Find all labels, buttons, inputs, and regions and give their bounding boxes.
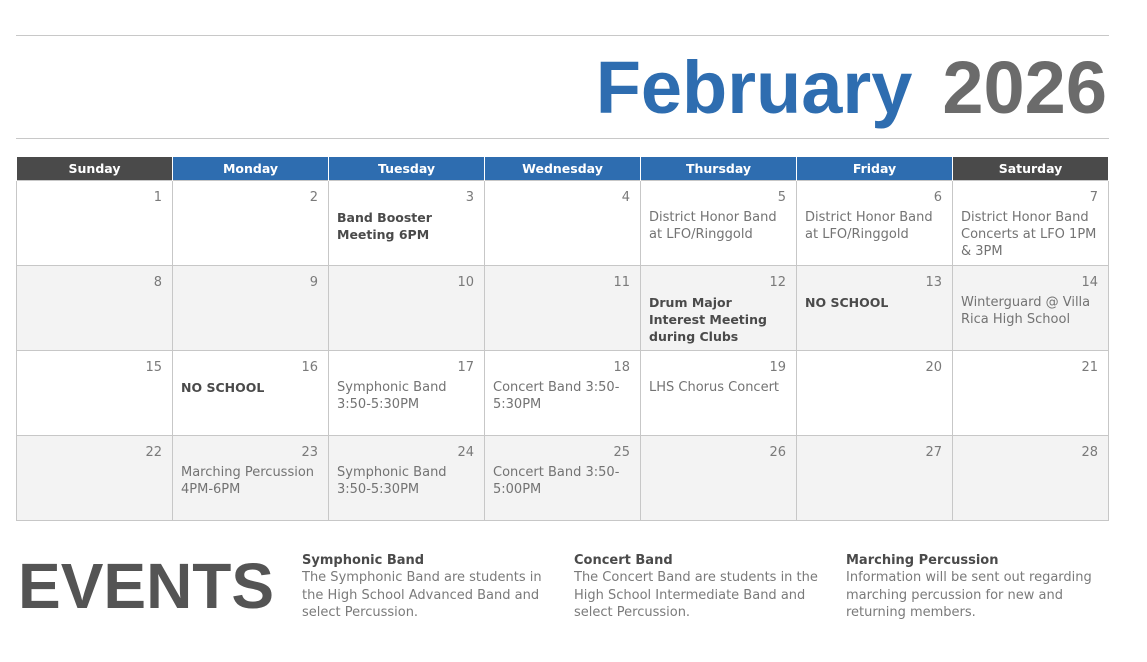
- calendar-event: NO SCHOOL: [805, 295, 889, 310]
- calendar-day-cell: [173, 351, 329, 436]
- day-number: 23: [301, 445, 318, 460]
- weekday-header-friday: Friday: [797, 157, 953, 181]
- day-number: 27: [925, 445, 942, 460]
- calendar-event: Concert Band 3:50-5:00PM: [493, 465, 620, 497]
- calendar-event: Concert Band 3:50-5:30PM: [493, 380, 620, 412]
- calendar-event: Band Booster Meeting 6PM: [337, 210, 432, 242]
- calendar-day-cell: [641, 351, 797, 436]
- calendar-day-cell: [485, 436, 641, 521]
- calendar-day-cell: [17, 181, 173, 266]
- calendar-day-cell: [953, 351, 1109, 436]
- calendar-day-cell: [641, 436, 797, 521]
- event-description: Information will be sent out regarding marching percussion for new and returning members.: [846, 570, 1092, 620]
- day-number: 1: [153, 190, 162, 205]
- calendar-week-row: [17, 351, 1109, 436]
- event-description: The Concert Band are students in the High School Intermediate Band and select Percussion.: [574, 570, 818, 620]
- event-title: Marching Percussion: [846, 553, 999, 568]
- calendar-week-row: [17, 181, 1109, 266]
- weekday-header-thursday: Thursday: [641, 157, 797, 181]
- calendar-event: Drum Major Interest Meeting during Clubs: [649, 295, 767, 344]
- calendar-day-cell: [485, 266, 641, 351]
- calendar-event: Winterguard @ Villa Rica High School: [961, 295, 1091, 327]
- calendar-event: District Honor Band at LFO/Ringgold: [805, 210, 933, 242]
- calendar-day-cell: [173, 436, 329, 521]
- weekday-header-sunday: Sunday: [17, 157, 173, 181]
- events-heading: EVENTS: [18, 550, 275, 622]
- calendar-event: Symphonic Band 3:50-5:30PM: [337, 465, 447, 497]
- event-description: The Symphonic Band are students in the High School Advanced Band and select Percussion.: [302, 570, 542, 620]
- weekday-header-wednesday: Wednesday: [485, 157, 641, 181]
- day-number: 9: [309, 275, 318, 290]
- day-number: 13: [925, 275, 942, 290]
- day-number: 22: [145, 445, 162, 460]
- calendar-day-cell: [953, 436, 1109, 521]
- calendar-day-cell: [953, 266, 1109, 351]
- calendar-event: NO SCHOOL: [181, 380, 265, 395]
- day-number: 4: [621, 190, 630, 205]
- calendar-day-cell: [485, 181, 641, 266]
- calendar-day-cell: [641, 181, 797, 266]
- calendar-event: District Honor Band at LFO/Ringgold: [649, 210, 777, 242]
- day-number: 15: [145, 360, 162, 375]
- day-number: 21: [1081, 360, 1098, 375]
- calendar-day-cell: [17, 351, 173, 436]
- event-description-concert-band: [574, 552, 836, 622]
- month-title: February: [595, 46, 913, 129]
- title-divider: [16, 138, 1109, 139]
- calendar-week-row: [17, 436, 1109, 521]
- calendar-day-cell: [485, 351, 641, 436]
- top-divider: [16, 35, 1109, 36]
- day-number: 25: [613, 445, 630, 460]
- day-number: 20: [925, 360, 942, 375]
- weekday-header-tuesday: Tuesday: [329, 157, 485, 181]
- day-number: 28: [1081, 445, 1098, 460]
- calendar-day-cell: [329, 266, 485, 351]
- calendar-day-cell: [329, 436, 485, 521]
- calendar-day-cell: [797, 351, 953, 436]
- event-title: Concert Band: [574, 553, 673, 568]
- calendar-day-cell: [641, 266, 797, 351]
- day-number: 11: [613, 275, 630, 290]
- day-number: 6: [933, 190, 942, 205]
- event-description-marching-percussion: [846, 552, 1108, 622]
- calendar-event: District Honor Band Concerts at LFO 1PM & 3PM: [961, 210, 1097, 259]
- calendar-day-cell: [17, 266, 173, 351]
- event-description-symphonic-band: [302, 552, 564, 622]
- day-number: 7: [1089, 190, 1098, 205]
- calendar-event: Marching Percussion 4PM-6PM: [181, 465, 315, 497]
- event-title: Symphonic Band: [302, 553, 425, 568]
- year-title: 2026: [942, 46, 1107, 129]
- day-number: 24: [457, 445, 474, 460]
- calendar-event: LHS Chorus Concert: [649, 380, 780, 395]
- day-number: 2: [309, 190, 318, 205]
- calendar-grid: [16, 157, 1109, 521]
- day-number: 19: [769, 360, 786, 375]
- weekday-header-row: [17, 157, 1109, 181]
- day-number: 16: [301, 360, 318, 375]
- day-number: 8: [153, 275, 162, 290]
- calendar-day-cell: [173, 266, 329, 351]
- weekday-header-saturday: Saturday: [953, 157, 1109, 181]
- calendar-day-cell: [953, 181, 1109, 266]
- calendar-day-cell: [797, 181, 953, 266]
- calendar-day-cell: [17, 436, 173, 521]
- day-number: 14: [1081, 275, 1098, 290]
- calendar-day-cell: [329, 181, 485, 266]
- day-number: 18: [613, 360, 630, 375]
- day-number: 17: [457, 360, 474, 375]
- calendar-event: Symphonic Band 3:50-5:30PM: [337, 380, 447, 412]
- calendar-day-cell: [797, 436, 953, 521]
- day-number: 5: [777, 190, 786, 205]
- day-number: 26: [769, 445, 786, 460]
- day-number: 12: [769, 275, 786, 290]
- calendar-day-cell: [797, 266, 953, 351]
- day-number: 3: [465, 190, 474, 205]
- calendar-day-cell: [329, 351, 485, 436]
- weekday-header-monday: Monday: [173, 157, 329, 181]
- calendar-week-row: [17, 266, 1109, 351]
- calendar-day-cell: [173, 181, 329, 266]
- page-title: [596, 46, 1107, 130]
- day-number: 10: [457, 275, 474, 290]
